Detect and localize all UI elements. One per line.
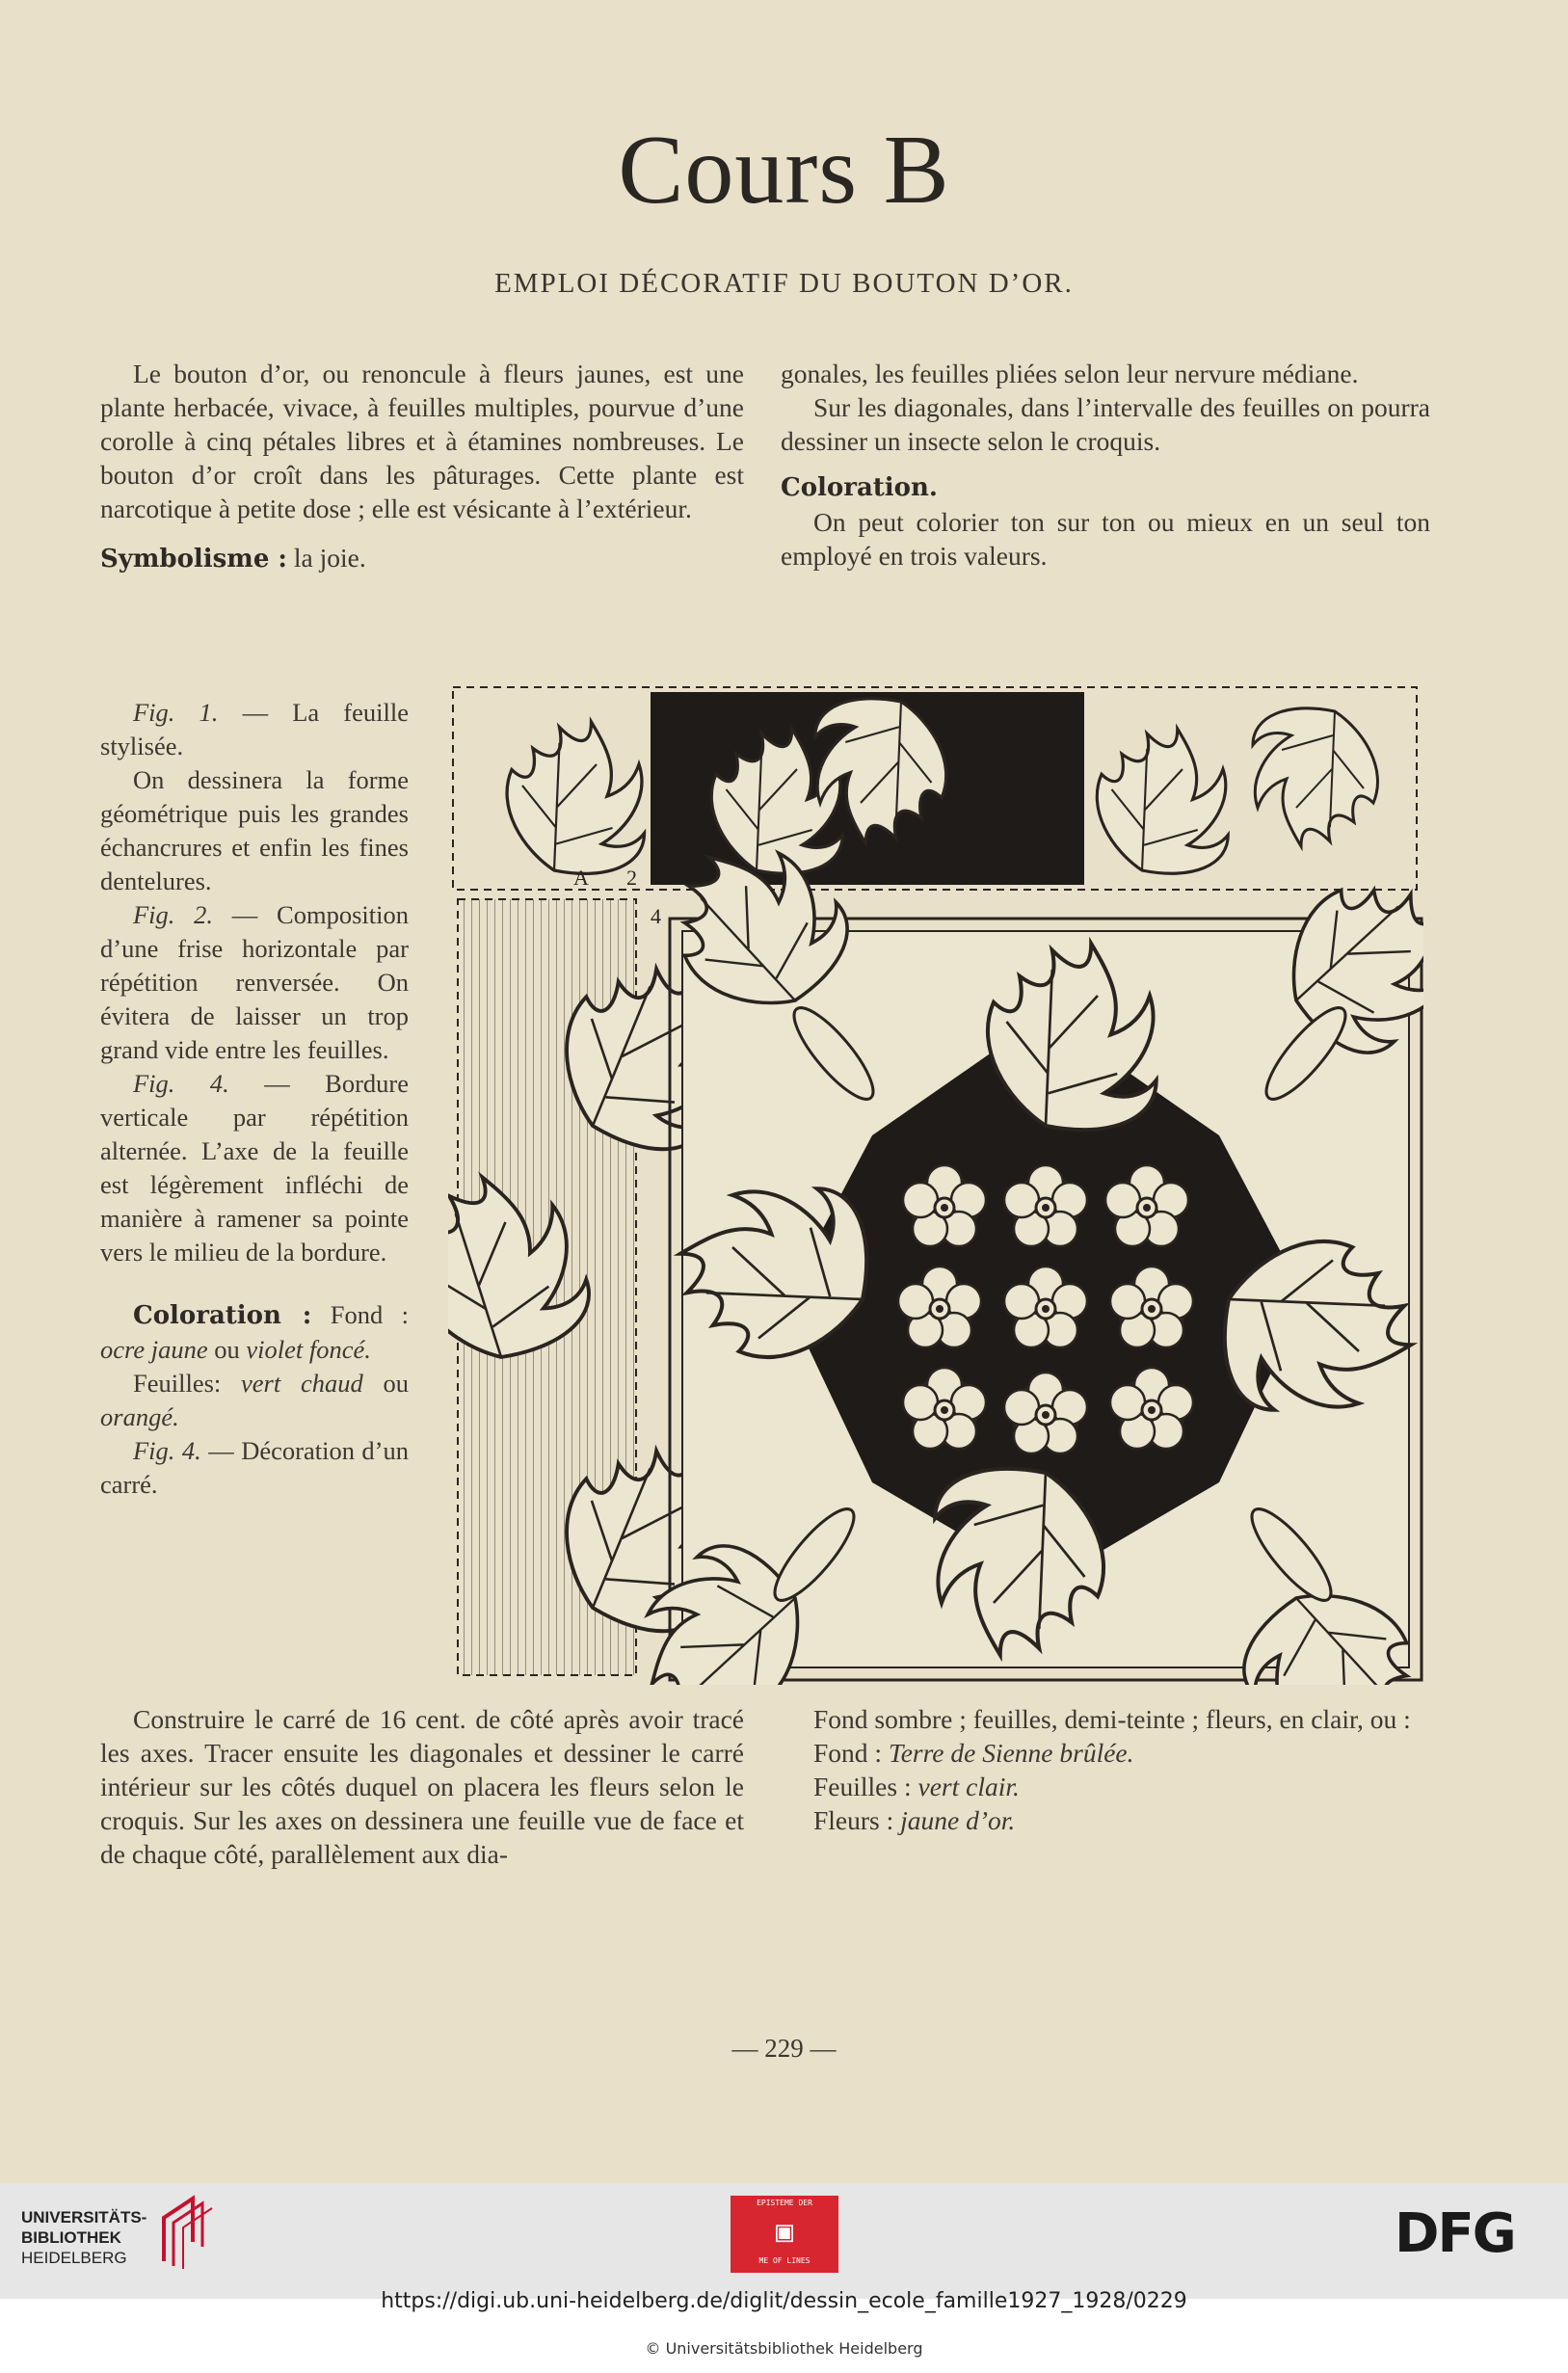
badge-emblem-icon: ▣ [775,2215,794,2249]
fond-line [781,1736,1430,1770]
right-paragraph-1: gonales, les feuilles pliées selon leur nervure médiane. [781,359,1359,388]
right-top-block [781,357,1430,573]
fleurs-label: Fleurs : [813,1805,901,1835]
episteme-badge[interactable] [731,2196,838,2273]
library-logo[interactable] [21,2207,146,2268]
library-mark-icon [154,2194,222,2271]
ornament-figure [448,682,1423,1685]
frieze-leaf [1253,708,1377,846]
fig1-label: Fig. 1. [133,698,219,727]
library-line-2: BIBLIOTHEK [21,2228,121,2247]
figure-label-4: 4 [651,904,661,928]
bottom-left-paragraph: Construire le carré de 16 cent. de côté après avoir tracé les axes. Tracer ensuite les diagonales et dessiner le carré intérieur sur les côtés duquel on placera les fleurs selon le croquis. Sur les axes on dessinera une feuille vue de face et de chaque côté, parallèlement aux dia- [100,1704,744,1869]
side-feuilles-label: Feuilles: [133,1369,242,1398]
side-feuilles-ou: ou [362,1369,409,1398]
side-coloration-label: Coloration : [133,1301,312,1330]
page-title: Cours B [618,116,950,225]
fig2-note [100,898,409,1067]
side-feuilles-value2: orangé. [100,1402,179,1431]
fig4b-text: — Décoration d’un carré. [100,1436,409,1499]
fond-value: Terre de Sienne brûlée. [888,1738,1134,1768]
fleurs-value: jaune d’or. [900,1805,1016,1835]
fig4a-note [100,1067,409,1269]
badge-top-text: EPISTEME DER [757,2199,812,2207]
fig4a-label: Fig. 4. [133,1069,229,1098]
right-paragraph-2: Sur les diagonales, dans l’intervalle des feuilles on pourra dessiner un insecte selon le croquis. [781,392,1430,456]
frieze-leaf [507,722,644,873]
symbolism-text: la joie. [287,543,366,573]
side-fond-value: ocre jaune [100,1335,208,1364]
fleurs-line [781,1803,1430,1837]
symbolism-line [100,541,744,576]
fig1-text: — La feuille stylisée. [100,698,409,760]
figure-label-2: 2 [626,866,637,890]
side-feuilles-value: vert chaud [241,1369,363,1398]
bottom-right-block [781,1702,1430,1837]
side-ou: ou [207,1335,247,1364]
page-subtitle: EMPLOI DÉCORATIF DU BOUTON D’OR. [494,268,1074,299]
coloration-paragraph: On peut colorier ton sur ton ou mieux en un seul ton employé en trois valeurs. [781,507,1430,571]
fig4b-label: Fig. 4. [133,1436,201,1465]
feuilles-value: vert clair. [917,1772,1020,1801]
side-fond-label: Fond : [311,1300,409,1329]
library-line-3: HEIDELBERG [21,2249,127,2267]
intro-block [100,357,744,576]
permalink-url[interactable]: https://digi.ub.uni-heidelberg.de/diglit/dessin_ecole_famille1927_1928/0229 [381,2289,1187,2313]
library-line-1: UNIVERSITÄTS- [21,2208,147,2226]
intro-paragraph: Le bouton d’or, ou renoncule à fleurs jaunes, est une plante herbacée, vivace, à feuilles multiples, pourvue d’une corolle à cinq pétales libres et à étamines nombreuses. Le bouton d’or croît dans les pâturages. Cette plante est narcotique à petite dose ; elle est vésicante à l’extérieur. [100,359,744,523]
frieze-leaf [1097,729,1228,873]
coloration-heading: Coloration. [781,473,938,502]
feuilles-line [781,1770,1430,1803]
fig1-note [100,696,409,763]
figure-label-a: A [573,866,589,890]
side-feuilles [100,1367,409,1434]
bottom-right-paragraph: Fond sombre ; feuilles, demi-teinte ; fleurs, en clair, ou : [813,1704,1411,1734]
fig2-label: Fig. 2. [133,900,214,929]
dfg-logo[interactable]: DFG [1395,2202,1515,2265]
side-coloration [100,1298,409,1367]
fond-label: Fond : [813,1738,889,1768]
fig1-detail: On dessinera la forme géométrique puis les grandes échancrures et enfin les fines dentelures. [100,765,409,895]
page-number: — 229 — [731,2034,837,2063]
badge-bottom-text: ME OF LINES [758,2256,811,2265]
side-fond-value2: violet foncé. [246,1335,371,1364]
copyright-notice: © Universitätsbibliothek Heidelberg [645,2339,923,2358]
fig2-text: — Composition d’une frise horizontale par répétition renversée. On évitera de laisser un trop grand vide entre les feuilles. [100,900,409,1064]
symbolism-label: Symbolisme : [100,545,288,573]
feuilles-label: Feuilles : [813,1772,918,1801]
fig4b-note [100,1434,409,1502]
side-notes [100,696,409,1502]
fig4a-text: — Bordure verticale par répétition alternée. L’axe de la feuille est légèrement infléchi de manière à ramener sa pointe vers le milieu de la bordure. [100,1069,409,1266]
bottom-left-block [100,1702,744,1871]
